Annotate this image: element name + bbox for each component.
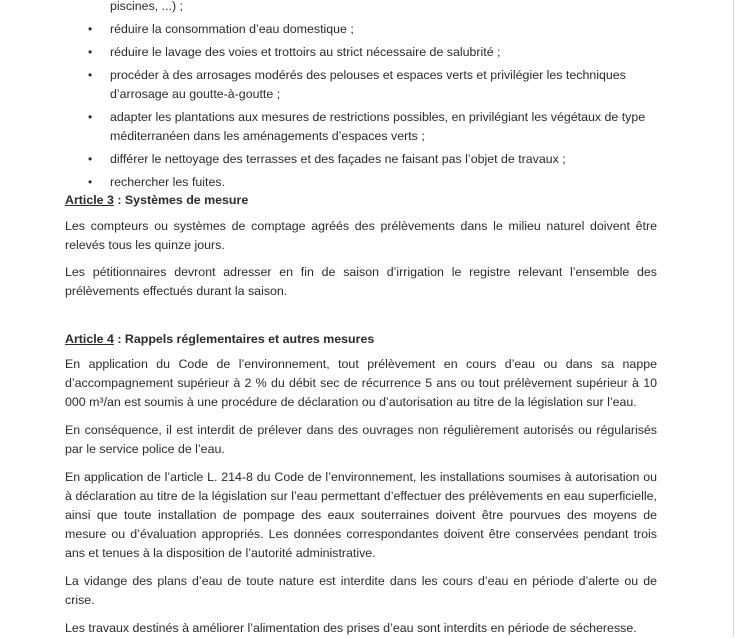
list-item-text: réduire le lavage des voies et trottoirs au strict nécessaire de salubrité ; [110, 45, 501, 59]
article-4-title: : Rappels réglementaires et autres mesures [113, 332, 375, 346]
list-item-text: rechercher les fuites. [110, 175, 226, 189]
article-3-heading [65, 191, 657, 210]
article-3-paragraph-1: Les compteurs ou systèmes de comptage agréés des prélèvements dans le milieu naturel doivent être relevés tous les quinze jours. [65, 219, 657, 252]
list-item-text: procéder à des arrosages modérés des pelouses et espaces verts et privilégier les techniques d’arrosage au goutte-à-goutte ; [110, 68, 626, 101]
list-item-text: réduire la consommation d’eau domestique ; [110, 22, 354, 36]
article-4-paragraph-1: En application du Code de l’environnement, tout prélèvement en cours d’eau ou dans sa nappe d’accompagnement supérieur à 2 % du débit sec de récurrence 5 ans ou tout prélèvement supérieur à 10 000 m³/an est soumis à une procédure de déclaration ou d’autorisation au titre de la législation sur l’eau. [65, 357, 657, 409]
bullet-icon: • [88, 22, 93, 36]
restriction-list [88, 0, 660, 196]
article-3-title: : Systèmes de mesure [113, 193, 249, 207]
list-item [88, 66, 660, 104]
list-item [88, 0, 660, 16]
bullet-icon: • [88, 175, 93, 189]
article-4-section [65, 330, 657, 638]
article-4-paragraph-5: Les travaux destinés à améliorer l’alimentation des prises d’eau sont interdits en période de sécheresse. [65, 621, 637, 635]
article-3-label: Article 3 [65, 193, 114, 207]
bullet-icon: • [88, 152, 93, 166]
article-3-paragraph-2: Les pétitionnaires devront adresser en fin de saison d’irrigation le registre relevant l’ensemble des prélèvements effectués durant la saison. [65, 265, 657, 298]
list-item-text: adapter les plantations aux mesures de restrictions possibles, en privilégiant les végétaux de type méditerranéen dans les aménagements d’espaces verts ; [110, 110, 646, 143]
article-4-label: Article 4 [65, 332, 114, 346]
list-item [88, 20, 660, 39]
list-item [88, 150, 660, 169]
list-item [88, 108, 660, 146]
list-item-text: différer le nettoyage des terrasses et des façades ne faisant pas l’objet de travaux ; [110, 152, 566, 166]
list-item-text: piscines, ...) ; [110, 0, 183, 13]
bullet-icon: • [88, 45, 93, 59]
list-item [88, 173, 660, 192]
bullet-icon: • [88, 110, 93, 124]
bullet-icon: • [88, 68, 93, 82]
article-4-paragraph-4: La vidange des plans d’eau de toute nature est interdite dans les cours d’eau en période d’alerte ou de crise. [65, 574, 657, 607]
article-4-heading [65, 330, 657, 349]
article-4-paragraph-2: En conséquence, il est interdit de prélever dans des ouvrages non régulièrement autorisés ou régularisés par le service police de l’eau. [65, 423, 657, 456]
list-item [88, 43, 660, 62]
article-4-paragraph-3: En application de l’article L. 214-8 du Code de l’environnement, les installations soumises à autorisation ou à déclaration au titre de la législation sur l’eau permettant d’effectuer des prélèvements en eau superficielle, ainsi que toute installation de pompage des eaux souterraines doivent être pourvues des moyens de mesure ou d’évaluation appropriés. Les données correspondantes doivent être conservées pendant trois ans et tenues à la disposition de l’autorité administrative. [65, 470, 657, 560]
article-3-section [65, 191, 657, 301]
page-edge-line [733, 0, 734, 637]
